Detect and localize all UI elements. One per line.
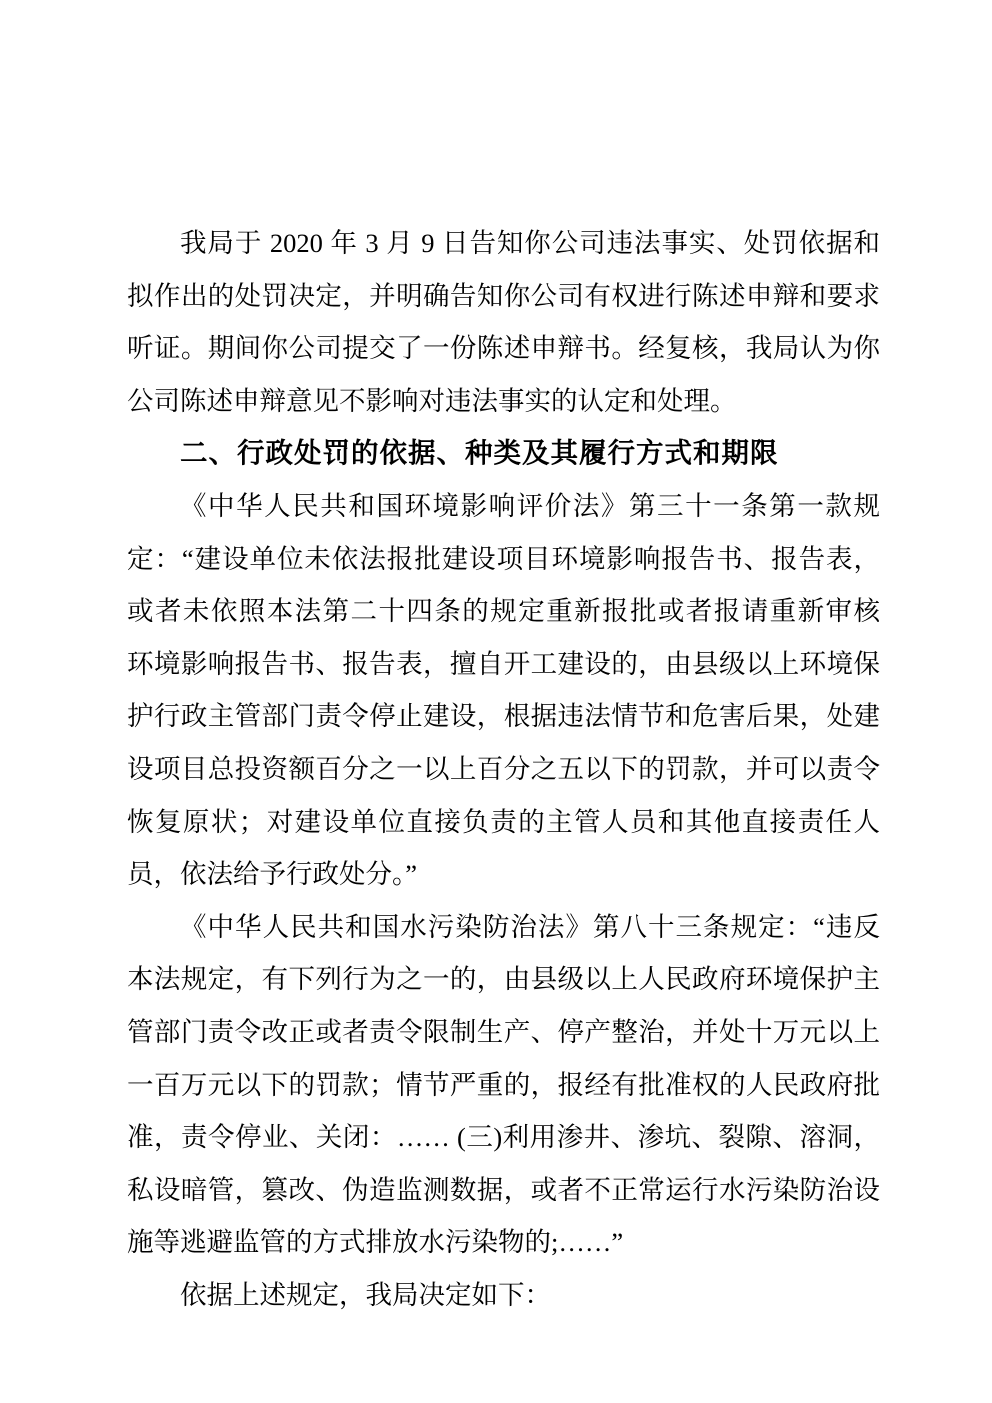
body-line: 设项目总投资额百分之一以上百分之五以下的罚款，并可以责令 <box>127 753 880 784</box>
body-line: 本法规定，有下列行为之一的，由县级以上人民政府环境保护主 <box>127 964 880 995</box>
section-heading: 二、行政处罚的依据、种类及其履行方式和期限 <box>180 437 779 469</box>
body-line: 公司陈述申辩意见不影响对违法事实的认定和处理。 <box>127 385 737 416</box>
body-line: 依据上述规定，我局决定如下： <box>180 1279 551 1310</box>
body-line: 听证。期间你公司提交了一份陈述申辩书。经复核，我局认为你 <box>127 333 880 364</box>
body-line: 一百万元以下的罚款；情节严重的，报经有批准权的人民政府批 <box>127 1069 880 1100</box>
body-line: 拟作出的处罚决定，并明确告知你公司有权进行陈述申辩和要求 <box>127 280 880 311</box>
body-line: 准，责令停业、关闭：…… (三)利用渗井、渗坑、裂隙、溶洞， <box>127 1122 880 1153</box>
body-line: 环境影响报告书、报告表，擅自开工建设的，由县级以上环境保 <box>127 648 880 679</box>
body-line: 定：“建设单位未依法报批建设项目环境影响报告书、报告表， <box>127 543 880 574</box>
body-line: 或者未依照本法第二十四条的规定重新报批或者报请重新审核 <box>127 596 880 627</box>
body-line: 《中华人民共和国环境影响评价法》第三十一条第一款规 <box>180 490 880 521</box>
body-line: 管部门责令改正或者责令限制生产、停产整治，并处十万元以上 <box>127 1016 880 1047</box>
body-line: 《中华人民共和国水污染防治法》第八十三条规定：“违反 <box>180 911 880 942</box>
body-line: 恢复原状；对建设单位直接负责的主管人员和其他直接责任人 <box>127 806 880 837</box>
body-line: 员，依法给予行政处分。” <box>127 859 418 890</box>
body-line: 我局于 2020 年 3 月 9 日告知你公司违法事实、处罚依据和 <box>180 228 880 258</box>
body-line: 私设暗管，篡改、伪造监测数据，或者不正常运行水污染防治设 <box>127 1174 880 1205</box>
body-line: 施等逃避监管的方式排放水污染物的;……” <box>127 1227 624 1258</box>
body-line: 护行政主管部门责令停止建设，根据违法情节和危害后果，处建 <box>127 701 880 732</box>
